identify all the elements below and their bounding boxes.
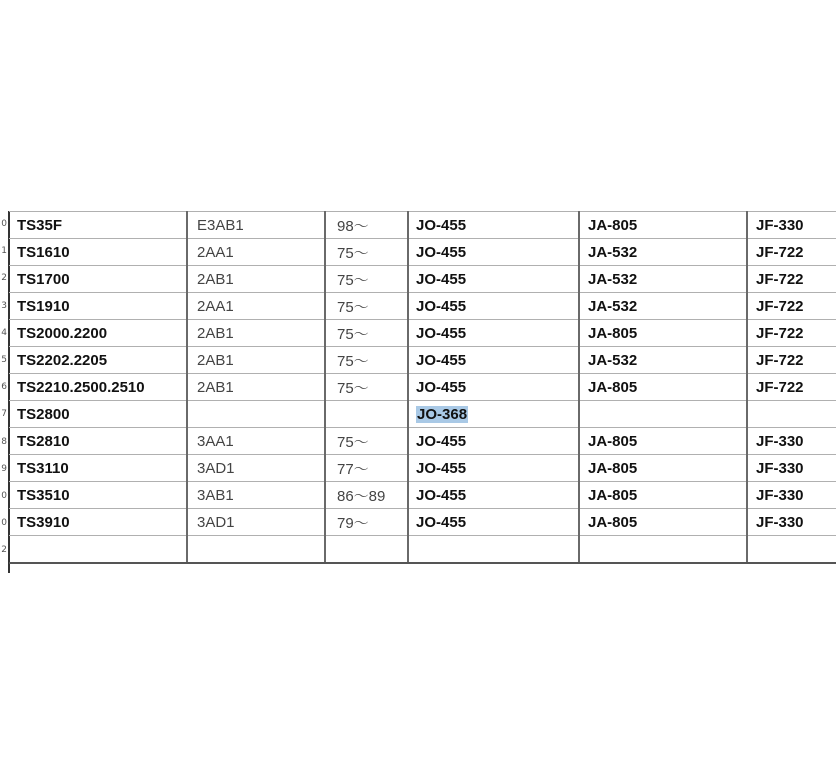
jo-part-cell[interactable]: JO-455 xyxy=(408,212,579,239)
jo-part-cell[interactable]: JO-455 xyxy=(408,239,579,266)
row-number: 9 xyxy=(1,463,7,474)
model-cell[interactable]: TS2000.2200 xyxy=(9,320,187,347)
ja-part-cell[interactable]: JA-805 xyxy=(579,509,747,536)
range-cell[interactable]: 77～ xyxy=(325,455,408,482)
jo-part-cell[interactable]: JO-455 xyxy=(408,293,579,320)
jo-part-cell[interactable]: JO-455 xyxy=(408,374,579,401)
jf-part-cell[interactable] xyxy=(747,536,836,564)
code-cell[interactable]: 2AB1 xyxy=(187,320,325,347)
model-cell[interactable]: TS2210.2500.2510 xyxy=(9,374,187,401)
code-cell[interactable]: 2AA1 xyxy=(187,239,325,266)
table-row xyxy=(9,266,836,293)
table-row xyxy=(9,455,836,482)
jo-part-cell[interactable]: JO-455 xyxy=(408,482,579,509)
model-cell[interactable] xyxy=(9,536,187,564)
ja-part-cell[interactable]: JA-532 xyxy=(579,239,747,266)
jf-part-cell[interactable] xyxy=(747,401,836,428)
model-cell[interactable]: TS3110 xyxy=(9,455,187,482)
jo-part-cell[interactable]: JO-455 xyxy=(408,320,579,347)
table-row xyxy=(9,320,836,347)
code-cell[interactable] xyxy=(187,536,325,564)
table-row xyxy=(9,374,836,401)
code-cell[interactable]: 2AA1 xyxy=(187,293,325,320)
table-row xyxy=(9,347,836,374)
model-cell[interactable]: TS2810 xyxy=(9,428,187,455)
table-row xyxy=(9,428,836,455)
jo-part-cell[interactable] xyxy=(408,401,579,428)
ja-part-cell[interactable]: JA-805 xyxy=(579,212,747,239)
ja-part-cell[interactable]: JA-532 xyxy=(579,266,747,293)
jo-part-cell[interactable]: JO-455 xyxy=(408,266,579,293)
ja-part-cell[interactable] xyxy=(579,401,747,428)
jf-part-cell[interactable]: JF-330 xyxy=(747,482,836,509)
jo-part-cell[interactable]: JO-455 xyxy=(408,509,579,536)
range-cell[interactable]: 98～ xyxy=(325,212,408,239)
model-cell[interactable]: TS2202.2205 xyxy=(9,347,187,374)
range-cell[interactable]: 75～ xyxy=(325,266,408,293)
table-row xyxy=(9,536,836,564)
row-number: 0 xyxy=(1,491,7,501)
row-number: 5 xyxy=(1,355,7,365)
row-number: 2 xyxy=(1,273,7,284)
ja-part-cell[interactable]: JA-805 xyxy=(579,428,747,455)
model-cell[interactable]: TS1910 xyxy=(9,293,187,320)
range-cell[interactable]: 79～ xyxy=(325,509,408,536)
spreadsheet xyxy=(0,211,804,573)
model-cell[interactable]: TS35F xyxy=(9,212,187,239)
jf-part-cell[interactable]: JF-722 xyxy=(747,293,836,320)
jf-part-cell[interactable]: JF-330 xyxy=(747,509,836,536)
range-cell[interactable]: 75～ xyxy=(325,374,408,401)
jf-part-cell[interactable]: JF-722 xyxy=(747,320,836,347)
row-number: 0 xyxy=(1,518,7,529)
range-cell[interactable]: 75～ xyxy=(325,320,408,347)
code-cell[interactable]: 3AD1 xyxy=(187,455,325,482)
row-number: 8 xyxy=(1,436,7,447)
table-row xyxy=(9,509,836,536)
table-row xyxy=(9,239,836,266)
ja-part-cell[interactable]: JA-532 xyxy=(579,293,747,320)
range-cell[interactable]: 75～ xyxy=(325,347,408,374)
jf-part-cell[interactable]: JF-722 xyxy=(747,266,836,293)
code-cell[interactable]: 2AB1 xyxy=(187,266,325,293)
code-cell[interactable]: E3AB1 xyxy=(187,212,325,239)
ja-part-cell[interactable]: JA-805 xyxy=(579,320,747,347)
code-cell[interactable]: 3AB1 xyxy=(187,482,325,509)
model-cell[interactable]: TS1610 xyxy=(9,239,187,266)
model-cell[interactable]: TS1700 xyxy=(9,266,187,293)
range-cell[interactable]: 86～89 xyxy=(325,482,408,509)
jf-part-cell[interactable]: JF-330 xyxy=(747,455,836,482)
table-row xyxy=(9,482,836,509)
range-cell[interactable] xyxy=(325,536,408,564)
row-number: 6 xyxy=(1,382,7,393)
jf-part-cell[interactable]: JF-330 xyxy=(747,428,836,455)
range-cell[interactable] xyxy=(325,401,408,428)
jo-part-cell[interactable]: JO-455 xyxy=(408,455,579,482)
ja-part-cell[interactable] xyxy=(579,536,747,564)
table-row xyxy=(9,212,836,239)
jf-part-cell[interactable]: JF-722 xyxy=(747,239,836,266)
row-number: 0 xyxy=(1,219,7,229)
ja-part-cell[interactable]: JA-805 xyxy=(579,455,747,482)
code-cell[interactable]: 3AA1 xyxy=(187,428,325,455)
jf-part-cell[interactable]: JF-330 xyxy=(747,212,836,239)
parts-table xyxy=(9,211,836,564)
code-cell[interactable]: 2AB1 xyxy=(187,374,325,401)
model-cell[interactable]: TS3910 xyxy=(9,509,187,536)
selected-text: JO-368 xyxy=(417,405,468,423)
row-number: 2 xyxy=(1,545,7,556)
jo-part-cell[interactable] xyxy=(408,536,579,564)
jo-part-cell[interactable]: JO-455 xyxy=(408,347,579,374)
ja-part-cell[interactable]: JA-805 xyxy=(579,374,747,401)
table-row xyxy=(9,293,836,320)
row-number: 4 xyxy=(1,327,7,338)
table-row xyxy=(9,401,836,428)
code-cell[interactable]: 3AD1 xyxy=(187,509,325,536)
range-cell[interactable]: 75～ xyxy=(325,428,408,455)
jo-part-cell[interactable]: JO-455 xyxy=(408,428,579,455)
row-number: 7 xyxy=(1,409,7,420)
row-number: 3 xyxy=(1,300,7,311)
model-cell[interactable]: TS3510 xyxy=(9,482,187,509)
row-number: 1 xyxy=(1,246,7,257)
code-cell[interactable] xyxy=(187,401,325,428)
jf-part-cell[interactable]: JF-722 xyxy=(747,374,836,401)
ja-part-cell[interactable]: JA-805 xyxy=(579,482,747,509)
jf-part-cell[interactable]: JF-722 xyxy=(747,347,836,374)
range-cell[interactable]: 75～ xyxy=(325,293,408,320)
code-cell[interactable]: 2AB1 xyxy=(187,347,325,374)
ja-part-cell[interactable]: JA-532 xyxy=(579,347,747,374)
range-cell[interactable]: 75～ xyxy=(325,239,408,266)
model-cell[interactable]: TS2800 xyxy=(9,401,187,428)
